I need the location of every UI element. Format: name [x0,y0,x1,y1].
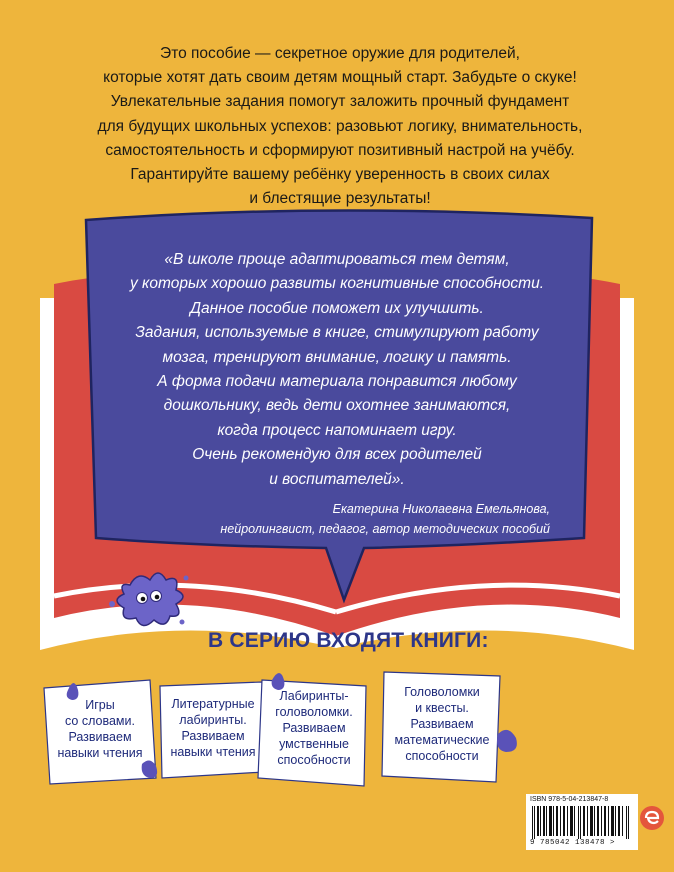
intro-line: для будущих школьных успехов: разовьют логику, внимательность, [97,117,583,135]
series-card-4-text [388,684,496,764]
barcode-icon [532,806,632,839]
card-line: головоломки. [275,705,353,719]
intro-line: Это пособие — секретное оружие для родителей, [160,45,520,62]
intro-line: Гарантируйте вашему ребёнку уверенность в своих силах [130,166,550,184]
series-card-3-text [264,688,364,768]
card-line: способности [277,753,351,767]
quote-line: мозга, тренируют внимание, логику и память. [162,348,512,366]
quote-line: и воспитателей». [269,470,405,488]
isbn-barcode-block [526,794,638,850]
quote-line: у которых хорошо развиты когнитивные способности. [129,275,545,293]
card-line: способности [405,749,479,763]
card-line: Головоломки [404,685,480,699]
isbn-label: ISBN 978-5-04-213847-8 [530,796,609,803]
intro-line: Увлекательные задания помогут заложить прочный фундамент [110,93,570,111]
quote-line: дошкольнику, ведь дети охотнее занимаются, [163,397,511,415]
series-card-2-text [164,696,262,760]
card-line: Развиваем [181,729,245,743]
card-line: навыки чтения [170,745,256,759]
card-line: математические [394,733,490,747]
card-line: Развиваем [410,717,474,731]
card-line: и квесты. [415,701,469,715]
testimonial-quote [100,248,574,492]
intro-line: и блестящие результаты! [249,190,431,208]
author-role: нейролингвист, педагог, автор методических пособий [220,522,550,536]
card-line: умственные [279,737,349,751]
card-line: со словами. [65,714,135,728]
card-line: навыки чтения [57,746,143,760]
publisher-logo-icon [639,805,665,831]
quote-line: Задания, используемые в книге, стимулируют работу [135,324,539,342]
paint-drop-icon [497,730,517,752]
card-line: Лабиринты- [279,689,349,703]
series-heading: В СЕРИЮ ВХОДЯТ КНИГИ: [208,629,489,652]
quote-line: Данное пособие поможет их улучшить. [190,299,484,317]
card-line: лабиринты. [179,713,247,727]
card-line: Развиваем [282,721,346,735]
quote-line: «В школе проще адаптироваться тем детям, [164,251,510,268]
quote-line: А форма подачи материала понравится любому [157,373,517,391]
quote-line: Очень рекомендую для всех родителей [192,446,482,464]
intro-line: которые хотят дать своим детям мощный старт. Забудьте о скуке! [103,69,577,87]
author-name: Екатерина Николаевна Емельянова, [332,502,550,516]
quote-author [130,499,550,539]
series-card-1-text [50,697,150,761]
card-line: Развиваем [68,730,132,744]
intro-line: самостоятельность и сформируют позитивный настрой на учёбу. [105,141,575,159]
card-line: Игры [85,698,115,712]
card-line: Литературные [171,697,255,711]
quote-line: когда процесс напоминает игру. [217,421,457,439]
barcode-number: 9 785042 138478 > [530,839,616,847]
